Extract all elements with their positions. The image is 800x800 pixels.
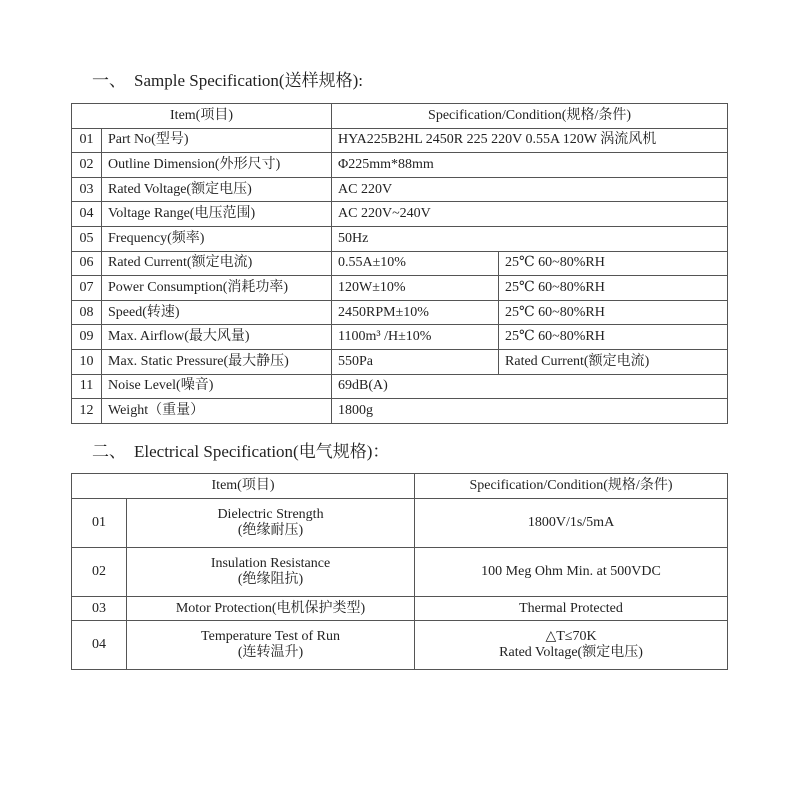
- section-heading: Sample Specification(送样规格):: [134, 71, 363, 90]
- row-number: 06: [72, 251, 102, 276]
- table-row: [72, 597, 728, 621]
- row-spec: 120W±10%: [332, 276, 499, 301]
- table-header-row: [72, 474, 728, 499]
- row-number: 01: [72, 128, 102, 153]
- table-row: [72, 374, 728, 399]
- row-condition: 25℃ 60~80%RH: [499, 325, 728, 350]
- row-item: Noise Level(噪音): [102, 374, 332, 399]
- row-item: Frequency(频率): [102, 226, 332, 251]
- row-spec: AC 220V~240V: [332, 202, 728, 227]
- row-item-en: Insulation Resistance: [210, 556, 331, 571]
- row-spec: 2450RPM±10%: [332, 300, 499, 325]
- row-spec: AC 220V: [332, 177, 728, 202]
- table-row: [72, 349, 728, 374]
- row-item-en: Dielectric Strength: [217, 507, 324, 522]
- row-spec: 1800g: [332, 399, 728, 424]
- row-item: Speed(转速): [102, 300, 332, 325]
- row-item-en: Temperature Test of Run: [201, 629, 340, 644]
- table-row: [72, 128, 728, 153]
- row-spec-line-2: Rated Voltage(额定电压): [499, 645, 643, 660]
- row-number: 11: [72, 374, 102, 399]
- row-number: 04: [72, 621, 127, 670]
- electrical-spec-table: [71, 473, 728, 670]
- table-row: [72, 548, 728, 597]
- header-item: Item(项目): [72, 104, 332, 129]
- row-item: Motor Protection(电机保护类型): [127, 597, 415, 621]
- row-number: 05: [72, 226, 102, 251]
- row-condition: 25℃ 60~80%RH: [499, 276, 728, 301]
- row-item-cn: (绝缘耐压): [237, 523, 304, 538]
- row-spec: 550Pa: [332, 349, 499, 374]
- table-row: [72, 153, 728, 178]
- row-item: Part No(型号): [102, 128, 332, 153]
- table-row: [72, 621, 728, 670]
- row-item-cn: (连转温升): [237, 645, 304, 660]
- row-item: [127, 621, 415, 670]
- row-item-cn: (绝缘阻抗): [237, 572, 304, 587]
- row-number: 08: [72, 300, 102, 325]
- row-number: 09: [72, 325, 102, 350]
- section-number: 二、: [92, 442, 126, 461]
- row-item: Outline Dimension(外形尺寸): [102, 153, 332, 178]
- row-number: 03: [72, 177, 102, 202]
- header-spec: Specification/Condition(规格/条件): [415, 474, 728, 499]
- row-spec-line-1: △T≤70K: [545, 629, 597, 644]
- table-header-row: [72, 104, 728, 129]
- row-condition: 25℃ 60~80%RH: [499, 251, 728, 276]
- row-spec: 100 Meg Ohm Min. at 500VDC: [415, 548, 728, 597]
- section-heading: Electrical Specification(电气规格)：: [134, 442, 390, 461]
- table-row: [72, 177, 728, 202]
- section-title-electrical-spec: [92, 437, 389, 462]
- row-spec: Thermal Protected: [415, 597, 728, 621]
- sample-spec-table: [71, 103, 728, 424]
- table-row: [72, 399, 728, 424]
- table-row: [72, 251, 728, 276]
- row-number: 03: [72, 597, 127, 621]
- row-condition: 25℃ 60~80%RH: [499, 300, 728, 325]
- row-item: Max. Static Pressure(最大静压): [102, 349, 332, 374]
- table-row: [72, 276, 728, 301]
- row-spec: Φ225mm*88mm: [332, 153, 728, 178]
- row-number: 02: [72, 153, 102, 178]
- row-item: [127, 548, 415, 597]
- section-number: 一、: [92, 71, 126, 90]
- row-item: Voltage Range(电压范围): [102, 202, 332, 227]
- row-item: [127, 499, 415, 548]
- row-spec: 1800V/1s/5mA: [415, 499, 728, 548]
- table-row: [72, 300, 728, 325]
- table-row: [72, 325, 728, 350]
- row-number: 04: [72, 202, 102, 227]
- row-spec: 1100m³ /H±10%: [332, 325, 499, 350]
- row-spec: 69dB(A): [332, 374, 728, 399]
- row-number: 02: [72, 548, 127, 597]
- table-row: [72, 226, 728, 251]
- row-item: Rated Voltage(额定电压): [102, 177, 332, 202]
- row-number: 01: [72, 499, 127, 548]
- row-item: Power Consumption(消耗功率): [102, 276, 332, 301]
- header-item: Item(项目): [72, 474, 415, 499]
- row-number: 12: [72, 399, 102, 424]
- row-item: Weight（重量）: [102, 399, 332, 424]
- row-spec: HYA225B2HL 2450R 225 220V 0.55A 120W 涡流风机: [332, 128, 728, 153]
- table-row: [72, 499, 728, 548]
- row-condition: Rated Current(额定电流): [499, 349, 728, 374]
- row-item: Max. Airflow(最大风量): [102, 325, 332, 350]
- row-number: 07: [72, 276, 102, 301]
- row-spec: 50Hz: [332, 226, 728, 251]
- header-spec: Specification/Condition(规格/条件): [332, 104, 728, 129]
- row-item: Rated Current(额定电流): [102, 251, 332, 276]
- row-number: 10: [72, 349, 102, 374]
- section-title-sample-spec: [92, 66, 363, 91]
- table-row: [72, 202, 728, 227]
- row-spec: 0.55A±10%: [332, 251, 499, 276]
- row-spec: [415, 621, 728, 670]
